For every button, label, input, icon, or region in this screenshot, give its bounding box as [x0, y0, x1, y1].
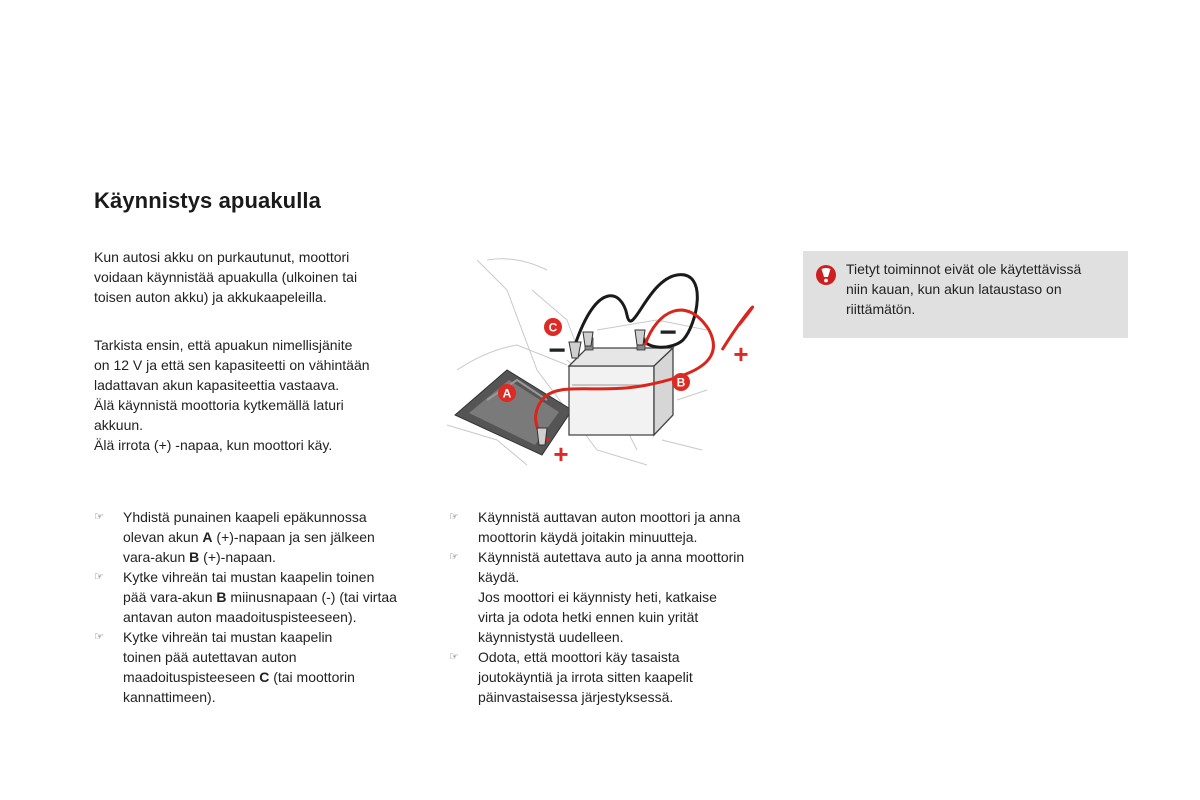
intro-line: toisen auton akku) ja akkukaapeleilla. — [94, 289, 327, 305]
check-line: on 12 V ja että sen kapasiteetti on vähintään — [94, 357, 370, 373]
steps-left-list — [94, 507, 434, 707]
page-title: Käynnistys apuakulla — [94, 188, 321, 213]
check-paragraph — [94, 335, 414, 455]
step-text — [123, 547, 434, 567]
pointing-hand-icon: ☞ — [94, 571, 104, 583]
marker-c-label: C — [548, 320, 558, 335]
step-text — [123, 667, 434, 687]
step-text: Odota, että moottori käy tasaista — [478, 649, 680, 665]
step-text: joutokäyntiä ja irrota sitten kaapelit — [478, 669, 693, 685]
jump-start-diagram — [447, 250, 749, 472]
step-text-part: (tai moottorin — [269, 669, 355, 685]
pointing-hand-icon: ☞ — [449, 551, 459, 563]
warning-text — [846, 259, 1121, 319]
battery-label: B — [216, 589, 227, 605]
intro-paragraph — [94, 247, 414, 307]
check-line: Älä käynnistä moottoria kytkemällä laturi — [94, 397, 344, 413]
step-text: Käynnistä auttavan auton moottori ja anna — [478, 509, 741, 525]
list-item — [449, 507, 789, 547]
step-text-part: pää vara-akun — [123, 589, 217, 605]
plus-sign-a: + — [553, 439, 569, 469]
minus-sign-c: − — [548, 334, 566, 367]
step-text: antavan auton maadoituspisteeseen). — [123, 609, 357, 625]
list-item — [94, 627, 434, 707]
battery-label: A — [202, 529, 213, 545]
plus-sign-b: + — [733, 339, 749, 369]
step-text-part: vara-akun — [123, 549, 190, 565]
ground-point-label: C — [259, 669, 270, 685]
step-text: kannattimeen). — [123, 689, 216, 705]
step-text: Jos moottori ei käynnisty heti, katkaise — [478, 589, 717, 605]
marker-b-label: B — [676, 375, 686, 390]
exclamation-warning-icon — [815, 264, 837, 286]
step-text: Käynnistä autettava auto ja anna moottorin — [478, 549, 745, 565]
step-text: käydä. — [478, 569, 520, 585]
marker-a — [498, 384, 516, 402]
list-item — [94, 567, 434, 627]
step-text-part: olevan akun — [123, 529, 203, 545]
steps-right-list — [449, 507, 789, 707]
marker-a-label: A — [502, 386, 512, 401]
step-text — [123, 527, 434, 547]
list-item — [449, 547, 789, 647]
list-item — [449, 647, 789, 707]
pointing-hand-icon: ☞ — [94, 631, 104, 643]
check-line: akkuun. — [94, 417, 144, 433]
step-text-part: maadoituspisteeseen — [123, 669, 260, 685]
check-line: ladattavan akun kapasiteettia vastaava. — [94, 377, 340, 393]
marker-b — [672, 373, 690, 391]
step-text-part: miinusnapaan (-) (tai virtaa — [226, 589, 397, 605]
step-text: moottorin käydä joitakin minuutteja. — [478, 529, 698, 545]
step-text: Kytke vihreän tai mustan kaapelin — [123, 629, 333, 645]
step-text: virta ja odota hetki ennen kuin yrität — [478, 609, 699, 625]
intro-line: Kun autosi akku on purkautunut, moottori — [94, 249, 350, 265]
check-line: Tarkista ensin, että apuakun nimellisjänite — [94, 337, 353, 353]
step-text: Yhdistä punainen kaapeli epäkunnossa — [123, 509, 367, 525]
step-text: Kytke vihreän tai mustan kaapelin toinen — [123, 569, 375, 585]
warning-line: niin kauan, kun akun lataustaso on — [846, 281, 1062, 297]
warning-line: riittämätön. — [846, 301, 916, 317]
step-text-part: (+)-napaan ja sen jälkeen — [212, 529, 375, 545]
battery-label: B — [189, 549, 200, 565]
intro-line: voidaan käynnistää apuakulla (ulkoinen tai — [94, 269, 358, 285]
step-text: päinvastaisessa järjestyksessä. — [478, 689, 674, 705]
list-item — [94, 507, 434, 567]
warning-box — [803, 251, 1128, 338]
check-line: Älä irrota (+) -napaa, kun moottori käy. — [94, 437, 333, 453]
warning-line: Tietyt toiminnot eivät ole käytettävissä — [846, 261, 1082, 277]
step-text: toinen pää autettavan auton — [123, 649, 297, 665]
pointing-hand-icon: ☞ — [449, 651, 459, 663]
step-text-part: (+)-napaan. — [199, 549, 276, 565]
minus-sign-b: − — [659, 316, 677, 349]
pointing-hand-icon: ☞ — [94, 511, 104, 523]
battery-b — [569, 338, 673, 435]
step-text: käynnistystä uudelleen. — [478, 629, 624, 645]
step-text — [123, 587, 434, 607]
pointing-hand-icon: ☞ — [449, 511, 459, 523]
